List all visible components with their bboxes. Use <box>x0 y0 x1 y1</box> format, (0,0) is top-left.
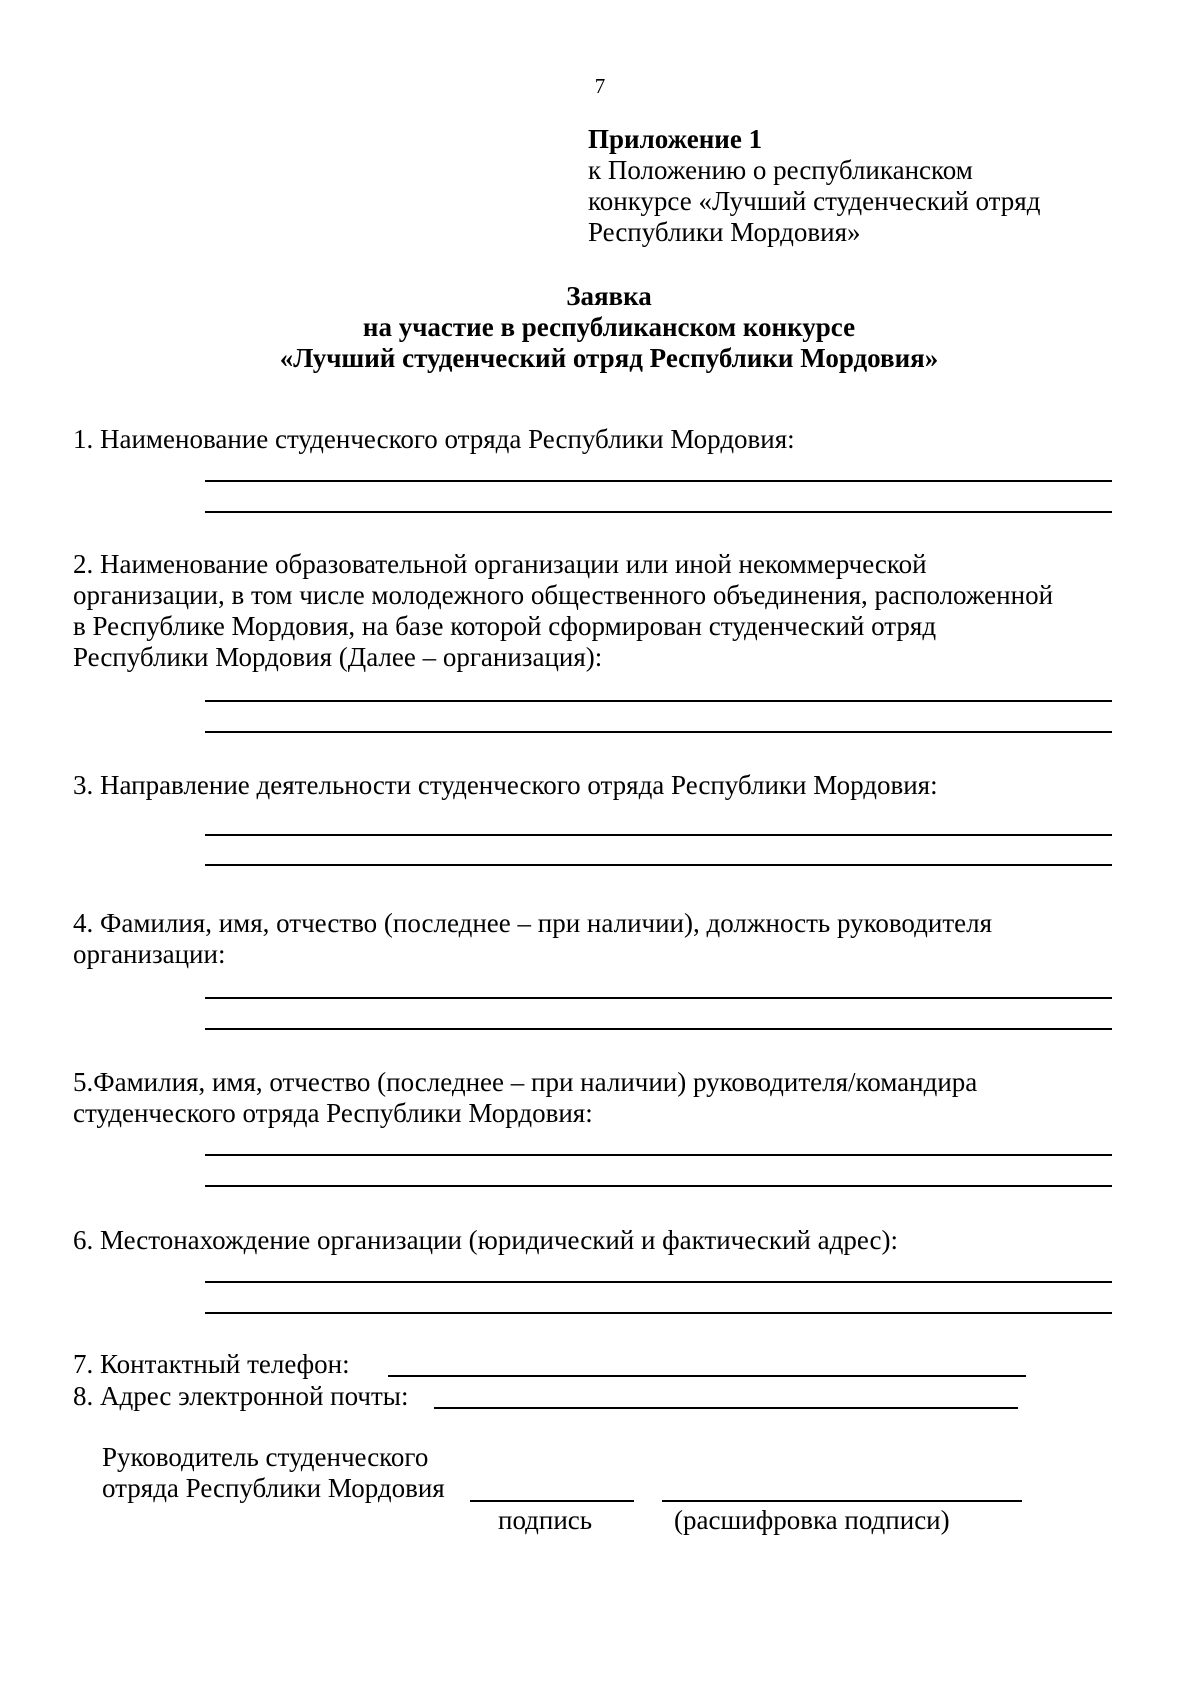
field-4-answer-line-2[interactable] <box>205 1028 1112 1030</box>
appendix-block <box>588 124 1128 248</box>
field-label-line: 2. Наименование образовательной организации или иной некоммерческой <box>73 549 927 579</box>
field-label-line: организации: <box>73 939 226 969</box>
field-label <box>73 770 1113 801</box>
appendix-line: к Положению о республиканском <box>588 155 973 185</box>
field-3-activity-direction <box>73 770 1113 801</box>
appendix-line: Республики Мордовия» <box>588 217 861 247</box>
field-6-organization-address <box>73 1225 1113 1256</box>
field-label-line: 5.Фамилия, имя, отчество (последнее – при наличии) руководителя/командира <box>73 1067 978 1097</box>
field-label-line: 3. Направление деятельности студенческого отряда Республики Мордовия: <box>73 770 938 800</box>
signature-decoding-line[interactable] <box>662 1500 1022 1502</box>
document-title <box>0 281 1200 374</box>
signature-role-line-1: Руководитель студенческого <box>102 1442 429 1472</box>
field-label-line: организации, в том числе молодежного общественного объединения, расположенной <box>73 580 1054 610</box>
field-label-line: 6. Местонахождение организации (юридический и фактический адрес): <box>73 1225 898 1255</box>
signature-line[interactable] <box>470 1500 634 1502</box>
field-5-squad-commander <box>73 1067 1113 1129</box>
field-1-answer-line-2[interactable] <box>205 511 1112 513</box>
field-6-answer-line-2[interactable] <box>205 1312 1112 1314</box>
field-5-answer-line-1[interactable] <box>205 1154 1112 1156</box>
field-label-line: 1. Наименование студенческого отряда Республики Мордовия: <box>73 424 795 454</box>
field-label-line: в Республике Мордовия, на базе которой сформирован студенческий отряд <box>73 611 937 641</box>
field-3-answer-line-1[interactable] <box>205 834 1112 836</box>
field-6-answer-line-1[interactable] <box>205 1281 1112 1283</box>
field-1-squad-name <box>73 424 1113 455</box>
appendix-heading: Приложение 1 <box>588 124 763 154</box>
email-answer-line[interactable] <box>434 1407 1018 1409</box>
field-label-line: 4. Фамилия, имя, отчество (последнее – при наличии), должность руководителя <box>73 908 993 938</box>
signature-decoding-caption: (расшифровка подписи) <box>674 1505 950 1535</box>
title-line: на участие в республиканском конкурсе <box>362 312 856 342</box>
email-label: 8. Адрес электронной почты: <box>73 1381 409 1411</box>
field-label <box>73 549 1113 673</box>
field-2-answer-line-2[interactable] <box>205 731 1112 733</box>
title-line: «Лучший студенческий отряд Республики Мордовия» <box>279 343 939 373</box>
field-4-organization-head <box>73 908 1113 970</box>
field-2-answer-line-1[interactable] <box>205 700 1112 702</box>
page-number: 7 <box>594 74 606 98</box>
field-3-answer-line-2[interactable] <box>205 864 1112 866</box>
signature-role-line-2: отряда Республики Мордовия <box>102 1473 445 1503</box>
field-label-line: студенческого отряда Республики Мордовия: <box>73 1098 593 1128</box>
phone-label: 7. Контактный телефон: <box>73 1349 350 1379</box>
field-4-answer-line-1[interactable] <box>205 997 1112 999</box>
field-label <box>73 1225 1113 1256</box>
field-label <box>73 908 1113 970</box>
field-1-answer-line-1[interactable] <box>205 480 1112 482</box>
field-label <box>73 424 1113 455</box>
field-label <box>73 1067 1113 1129</box>
signature-caption: подпись <box>498 1505 593 1535</box>
title-line: Заявка <box>566 281 652 311</box>
field-5-answer-line-2[interactable] <box>205 1185 1112 1187</box>
field-2-organization-name <box>73 549 1113 673</box>
field-label-line: Республики Мордовия (Далее – организация): <box>73 642 603 672</box>
phone-answer-line[interactable] <box>388 1375 1026 1377</box>
appendix-line: конкурсе «Лучший студенческий отряд <box>588 186 1041 216</box>
